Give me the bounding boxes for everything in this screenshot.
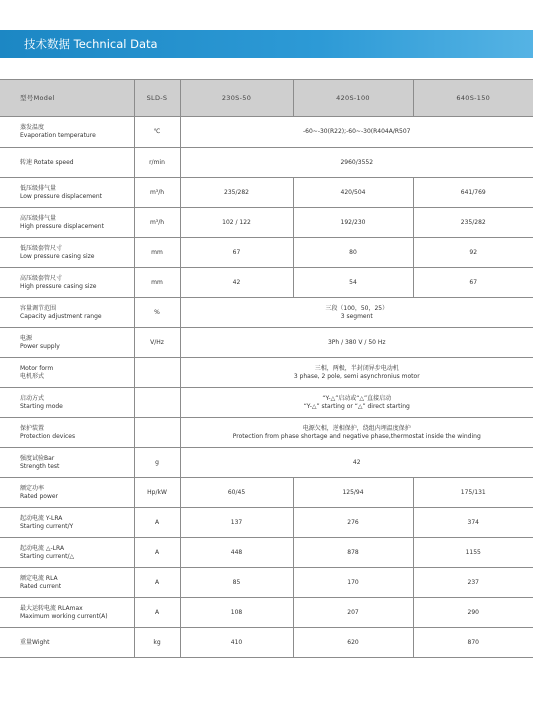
row-label-secondary: Evaporation temperature [20, 132, 96, 139]
row-value-230s-50: 235/282 [180, 178, 293, 208]
row-label-primary: 强度试验Bar [20, 454, 55, 462]
row-label-secondary: 电机形式 [20, 372, 45, 380]
row-label-primary: 启动方式 [20, 394, 45, 402]
row-label [0, 178, 134, 208]
row-value-640s-150: 175/131 [413, 478, 533, 508]
table-row [0, 178, 533, 208]
row-label-secondary: Starting mode [20, 402, 63, 410]
row-value-640s-150: 641/769 [413, 178, 533, 208]
value-line: “Y-△” starting or “△” direct starting [303, 402, 410, 410]
value-line: 3 segment [340, 312, 373, 320]
row-label-primary: 起动电流 Y-LRA [20, 514, 63, 522]
row-label [0, 508, 134, 538]
row-label [0, 148, 134, 178]
row-value-640s-150: 235/282 [413, 208, 533, 238]
row-unit [134, 388, 180, 418]
row-value-640s-150: 92 [413, 238, 533, 268]
row-label [0, 208, 134, 238]
table-row [0, 148, 533, 178]
row-unit: A [134, 568, 180, 598]
row-label-secondary: 转速 Rotate speed [20, 158, 74, 166]
table-row [0, 388, 533, 418]
value-line: 三相，两极，半封闭异步电动机 [314, 364, 399, 372]
row-label-secondary: Low pressure displacement [20, 192, 102, 200]
row-value-420s-100: 80 [293, 238, 413, 268]
row-label-secondary: Maximum working current(A) [20, 612, 108, 620]
row-label-secondary: Low pressure casing size [20, 252, 95, 260]
value-line: “Y-△”启动或“△”直接启动 [322, 394, 392, 402]
row-value-230s-50: 102 / 122 [180, 208, 293, 238]
row-unit: A [134, 598, 180, 628]
row-label [0, 598, 134, 628]
table-row [0, 448, 533, 478]
row-label-primary: 起动电流 △-LRA [20, 544, 65, 552]
table-row [0, 508, 533, 538]
row-unit: r/min [134, 148, 180, 178]
row-label-secondary: 重量Wight [20, 638, 50, 646]
table-row [0, 328, 533, 358]
table-row [0, 358, 533, 388]
row-value-230s-50: 60/45 [180, 478, 293, 508]
row-value-420s-100: 170 [293, 568, 413, 598]
row-label-primary: 高压级套管尺寸 [20, 274, 63, 282]
row-unit: Hp/kW [134, 478, 180, 508]
row-label [0, 298, 134, 328]
table-row [0, 298, 533, 328]
row-label-secondary: High pressure casing size [20, 282, 97, 290]
row-value-230s-50: 67 [180, 238, 293, 268]
row-label [0, 568, 134, 598]
row-value-shared [180, 117, 533, 148]
row-unit: mm [134, 238, 180, 268]
row-label-secondary: Capacity adjustment range [20, 312, 102, 320]
value-line: 3 phase, 2 pole, semi asynchronius motor [293, 372, 420, 380]
table-body [0, 117, 533, 658]
table-row [0, 628, 533, 658]
value-line: 42 [352, 458, 361, 466]
row-label-primary: Motor form [20, 364, 54, 372]
row-value-420s-100: 878 [293, 538, 413, 568]
row-label [0, 268, 134, 298]
row-label [0, 538, 134, 568]
row-label-secondary: Starting current/Y [20, 522, 74, 530]
row-unit: m³/h [134, 178, 180, 208]
value-line: 电源欠相，逆相保护，绕组内埋温度保护 [302, 424, 411, 432]
table-row [0, 598, 533, 628]
row-label-primary: 电源 [20, 334, 33, 342]
row-value-640s-150: 67 [413, 268, 533, 298]
row-value-420s-100: 192/230 [293, 208, 413, 238]
row-value-640s-150: 237 [413, 568, 533, 598]
page-title: 技术数据 Technical Data [24, 37, 158, 51]
row-value-420s-100: 276 [293, 508, 413, 538]
row-label-secondary: Starting current/△ [20, 552, 75, 560]
row-value-shared [180, 418, 533, 448]
row-value-230s-50: 108 [180, 598, 293, 628]
row-unit: mm [134, 268, 180, 298]
row-label [0, 328, 134, 358]
row-value-230s-50: 42 [180, 268, 293, 298]
column-header-model: 型号Model [0, 80, 134, 117]
row-value-shared [180, 328, 533, 358]
value-line: -60~-30(R22);-60~-30(R404A/R507 [303, 128, 411, 135]
row-label [0, 358, 134, 388]
row-value-640s-150: 870 [413, 628, 533, 658]
column-header-420s-100: 420S-100 [293, 80, 413, 117]
row-label-primary: 低压级套管尺寸 [20, 244, 63, 252]
row-value-640s-150: 290 [413, 598, 533, 628]
table-row [0, 478, 533, 508]
row-label-secondary: Protection devices [20, 432, 76, 440]
row-label [0, 478, 134, 508]
column-header-230s-50: 230S-50 [180, 80, 293, 117]
row-label [0, 448, 134, 478]
row-label [0, 418, 134, 448]
row-label [0, 117, 134, 148]
title-banner [0, 30, 533, 58]
row-unit: m³/h [134, 208, 180, 238]
row-label-primary: 额定功率 [20, 484, 45, 492]
row-value-shared [180, 358, 533, 388]
row-unit: A [134, 538, 180, 568]
value-line: 2960/3552 [340, 158, 374, 166]
row-value-230s-50: 410 [180, 628, 293, 658]
table-row [0, 208, 533, 238]
table-row [0, 117, 533, 148]
row-label-primary: 最大运转电流 RLAmax [20, 604, 83, 612]
table-row [0, 568, 533, 598]
row-label-primary: 低压级排气量 [20, 184, 57, 192]
row-unit [134, 418, 180, 448]
row-label [0, 388, 134, 418]
row-value-640s-150: 374 [413, 508, 533, 538]
row-value-420s-100: 125/94 [293, 478, 413, 508]
row-value-230s-50: 85 [180, 568, 293, 598]
row-label-secondary: Power supply [20, 342, 60, 350]
row-label-primary: 额定电流 RLA [20, 574, 58, 582]
row-unit [134, 358, 180, 388]
table-row [0, 538, 533, 568]
row-value-shared [180, 388, 533, 418]
row-label-secondary: Rated power [20, 492, 59, 500]
row-value-640s-150: 1155 [413, 538, 533, 568]
row-label-primary: 高压级排气量 [20, 214, 57, 222]
row-value-shared [180, 448, 533, 478]
row-label [0, 238, 134, 268]
table-row [0, 268, 533, 298]
row-label-primary: 保护装置 [20, 424, 45, 432]
row-value-230s-50: 137 [180, 508, 293, 538]
table-row [0, 238, 533, 268]
row-unit: g [134, 448, 180, 478]
row-label-primary: 蒸发温度 [20, 124, 45, 131]
table-header-row [0, 80, 533, 117]
table-row [0, 418, 533, 448]
row-value-420s-100: 54 [293, 268, 413, 298]
row-unit: V/Hz [134, 328, 180, 358]
column-header-640s-150: 640S-150 [413, 80, 533, 117]
row-unit: kg [134, 628, 180, 658]
column-header-series: SLD-S [134, 80, 180, 117]
value-line: 三段（100，50，25） [325, 304, 389, 312]
row-unit: % [134, 298, 180, 328]
value-line: 3Ph / 380 V / 50 Hz [327, 338, 386, 346]
row-value-shared [180, 298, 533, 328]
row-unit: A [134, 508, 180, 538]
row-unit: ℃ [134, 117, 180, 148]
row-value-230s-50: 448 [180, 538, 293, 568]
row-label-primary: 容量调节范围 [20, 304, 57, 312]
row-label-secondary: High pressure displacement [20, 222, 104, 230]
row-value-420s-100: 420/504 [293, 178, 413, 208]
row-label [0, 628, 134, 658]
value-line: Protection from phase shortage and negative phase,thermostat inside the winding [232, 432, 481, 440]
row-value-420s-100: 207 [293, 598, 413, 628]
row-label-secondary: Strength test [20, 462, 60, 470]
row-value-420s-100: 620 [293, 628, 413, 658]
row-label-secondary: Rated current [20, 582, 62, 590]
technical-data-table [0, 79, 533, 658]
row-value-shared [180, 148, 533, 178]
